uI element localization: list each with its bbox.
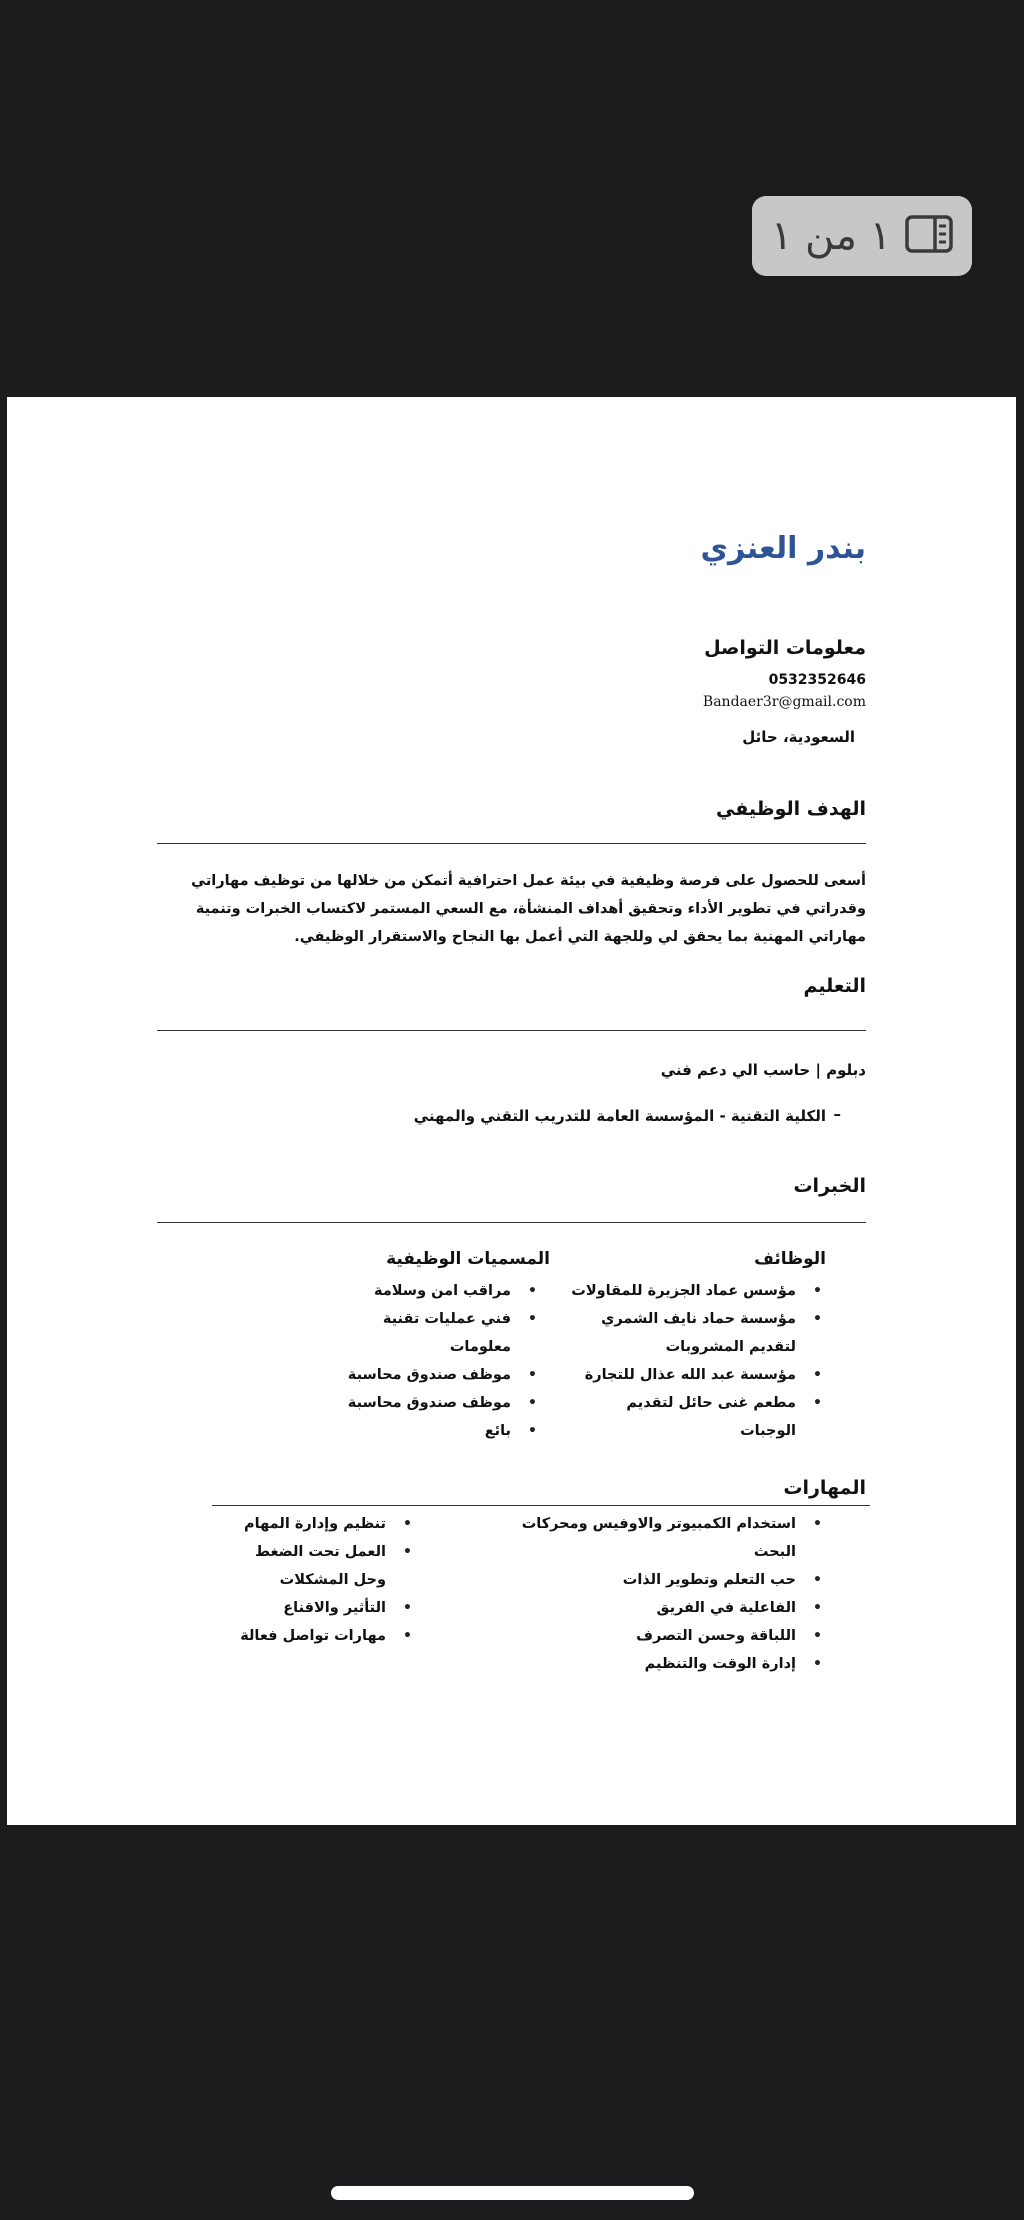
list-item: • استخدام الكمبيوتر والاوفيس ومحركات البحث xyxy=(521,1516,822,1560)
list-item: • التأثير والاقناع xyxy=(283,1600,412,1616)
list-item: • تنظيم وإدارة المهام xyxy=(244,1516,412,1532)
objective-title: الهدف الوظيفي xyxy=(716,798,866,820)
education-title: التعليم xyxy=(803,975,866,997)
contact-title: معلومات التواصل xyxy=(704,637,866,659)
education-divider xyxy=(157,1030,866,1031)
list-item: • مهارات تواصل فعالة xyxy=(240,1628,412,1644)
list-item: • مؤسسة عبد الله عذال للتجارة xyxy=(584,1367,822,1383)
document-page[interactable] xyxy=(7,397,1016,1825)
experience-divider xyxy=(157,1222,866,1223)
list-item: • حب التعلم وتطوير الذات xyxy=(622,1572,822,1588)
list-item: • إدارة الوقت والتنظيم xyxy=(644,1656,822,1672)
skills-divider xyxy=(212,1505,870,1506)
list-item: • مراقب امن وسلامة xyxy=(374,1283,537,1299)
objective-divider xyxy=(157,843,866,844)
home-indicator[interactable] xyxy=(331,2186,694,2200)
objective-text: أسعى للحصول على فرصة وظيفية في بيئة عمل احترافية أتمكن من خلالها من توظيف مهاراتي وقدراتي في تطوير الأداء وتحقيق أهداف المنشأة، مع السعي المستمر لاكتساب الخبرات وتنمية مهاراتي المهنية بما يحقق لي وللجهة التي أعمل بها النجاح والاستقرار الوظيفي. xyxy=(191,873,866,945)
list-item: • موظف صندوق محاسبة xyxy=(347,1395,537,1411)
jobs-list xyxy=(566,1277,822,1445)
skills-list-secondary xyxy=(236,1510,412,1650)
skills-list-primary xyxy=(521,1510,822,1678)
titles-column-title: المسميات الوظيفية xyxy=(386,1249,550,1269)
list-item: • فني عمليات تقنية معلومات xyxy=(382,1311,537,1355)
list-item: • الفاعلية في الفريق xyxy=(656,1600,822,1616)
page-indicator[interactable] xyxy=(752,196,972,276)
sidebar-pages-icon xyxy=(905,215,953,257)
list-item: • مطعم غنى حائل لتقديم الوجبات xyxy=(626,1395,822,1439)
education-school: الكلية التقنية - المؤسسة العامة للتدريب التقني والمهني xyxy=(413,1107,826,1125)
list-item: • العمل تحت الضغط وحل المشكلات xyxy=(254,1544,412,1588)
list-item: • بائع xyxy=(484,1423,537,1439)
contact-email: Bandaer3r@gmail.com xyxy=(702,694,866,710)
education-dash: – xyxy=(833,1105,841,1123)
contact-phone: 0532352646 xyxy=(768,672,866,688)
list-item: • مؤسس عماد الجزيرة للمقاولات xyxy=(571,1283,822,1299)
page-count-label: ١ من ١ xyxy=(770,213,892,259)
experience-title: الخبرات xyxy=(793,1175,866,1197)
skills-title: المهارات xyxy=(783,1477,866,1499)
list-item: • موظف صندوق محاسبة xyxy=(347,1367,537,1383)
titles-list xyxy=(331,1277,537,1445)
list-item: • اللباقة وحسن التصرف xyxy=(636,1628,822,1644)
list-item: • مؤسسة حماد نايف الشمري لتقديم المشروبات xyxy=(601,1311,822,1355)
resume-name: بندر العنزي xyxy=(700,531,866,566)
contact-location: السعودية، حائل xyxy=(742,728,855,746)
education-degree: دبلوم | حاسب الي دعم فني xyxy=(660,1061,866,1079)
jobs-column-title: الوظائف xyxy=(754,1249,826,1269)
